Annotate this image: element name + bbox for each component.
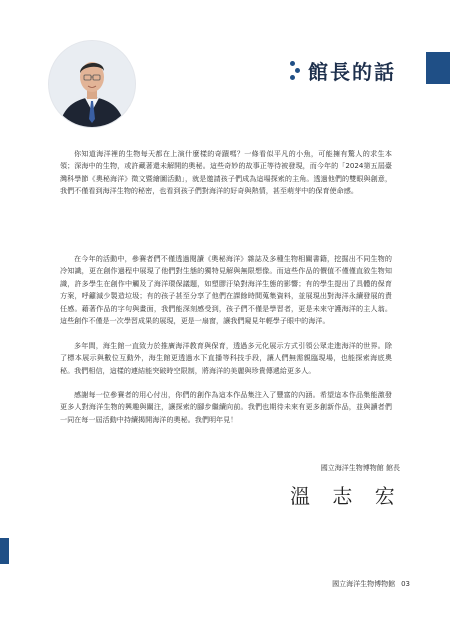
page-footer [300, 579, 410, 589]
page-title-group [290, 58, 396, 82]
page-title: 館長的話 [308, 59, 396, 84]
director-portrait [48, 40, 136, 128]
footer-org: 國立海洋生物博物館 [332, 580, 396, 588]
decor-bar-right [426, 52, 450, 84]
paragraph-3: 多年間，海生館一直致力於推廣海洋教育與保育，透過多元化展示方式引領公眾走進海洋的世界。除了標本展示與數位互動外，海生館更透過水下直播等科技手段，讓人們無需親臨現場，也能探索海底奧秘。我們相信，這樣的連結能突破時空限制，將海洋的美麗與珍貴傳遞給更多人。 [60, 341, 392, 375]
paragraph-2: 在今年的活動中，參賽者們不僅透過閱讀《奧秘海洋》雜誌及多種生物相關書籍，挖掘出不同生物的冷知識，更在創作過程中展現了他們對生態的獨特見解與無限想像。而這些作品的價值不僅僅直敘生物知識，許多學生在創作中觸及了海洋環保議題，如塑膠汙染對海洋生態的影響；有的學生提出了具體的保育方案，呼籲減少製造垃圾；有的孩子甚至分享了他們在課餘時間蒐集資料，並展現出對海洋永續發展的責任感。藉著作品的字句與畫面，我們能深刻感受到，孩子們不僅是學習者，更是未來守護海洋的主人翁。這些創作不僅是一次學習成果的展現，更是一扇窗，讓我們窺見年輕學子眼中的海洋。 [60, 254, 392, 326]
page-number: 03 [401, 580, 410, 588]
paragraph-1: 你知道海洋裡的生物每天都在上演什麼樣的奇蹟嗎？一條看似平凡的小魚，可能擁有驚人的求生本領；深海中的生物，或許藏著還未解開的奧秘。這些奇妙的故事正等待被發現，而今年的「2024第五屆臺灣科學節《奧秘海洋》徵文暨繪圖活動」，就是邀請孩子們成為這場探索的主角。透過他們的雙眼與創意，我們不僅看到海洋生物的秘密，也看到孩子們對海洋的好奇與熱情，甚至萌芽中的保育使命感。 [60, 149, 392, 196]
portrait-illustration [49, 41, 135, 127]
signature-title: 國立海洋生物博物館 館長 [320, 464, 400, 472]
title-dots-icon [290, 59, 304, 81]
decor-bar-left [0, 538, 9, 564]
signature-name: 溫 志 宏 [290, 484, 403, 508]
paragraph-4: 感謝每一位參賽者的用心付出，你們的創作為這本作品集注入了豐富的內涵。希望這本作品集能激發更多人對海洋生物的興趣與關注，讓探索的腳步繼續向前。我們也期待未來有更多創新作品，並與讀者們一同在每一屆活動中持續揭開海洋的奧秘。我們明年見！ [60, 390, 392, 424]
